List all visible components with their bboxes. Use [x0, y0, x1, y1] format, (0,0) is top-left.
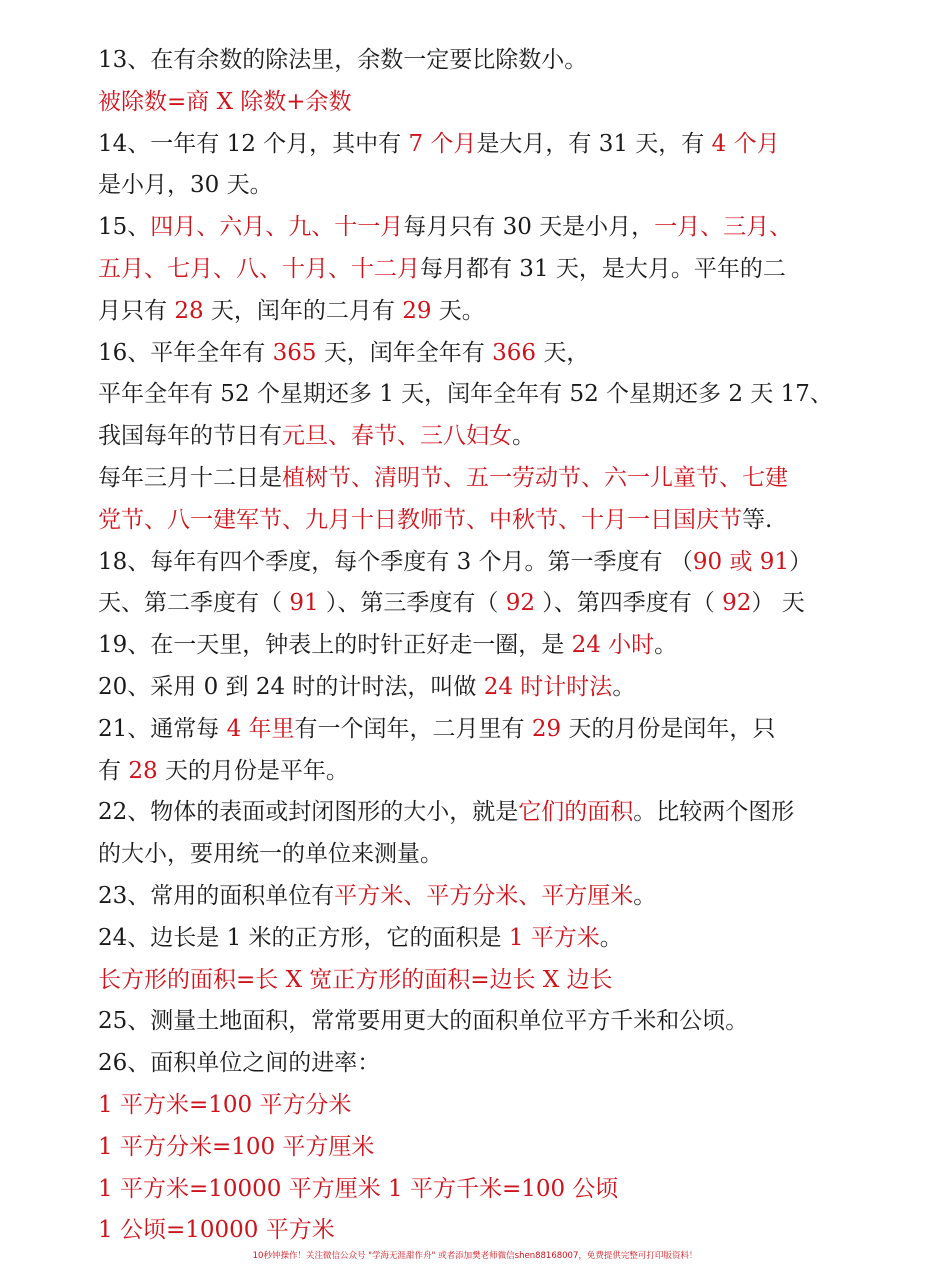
highlighted-text: 24 小时 [571, 632, 655, 659]
body-text: 是小月，30 天。 [98, 172, 273, 199]
highlighted-text: 90 或 91 [692, 548, 789, 575]
text-line [98, 500, 858, 542]
body-text: 13、在有余数的除法里，余数一定要比除数小。 [98, 47, 588, 73]
body-text: 每月都有 31 天，是大月。平年的二 [420, 255, 786, 282]
highlighted-text: 1 平方米 [508, 924, 600, 951]
body-text: 19、在一天里，钟表上的时针正好走一圈，是 [98, 632, 572, 659]
body-text: 23、常用的面积单位有 [98, 882, 335, 909]
text-line [98, 165, 858, 207]
body-text: 天的月份是平年。 [157, 757, 349, 784]
footer-note: 10秒钟操作！关注微信公众号 "学海无涯甜作舟" 或者添加樊老师微信shen88168007，免费提供完整可打印版资料！ [252, 1251, 698, 1261]
highlighted-text: 4 个月 [711, 130, 780, 157]
highlighted-text: 7 个月 [408, 130, 477, 157]
body-text: 14、一年有 12 个月，其中有 [98, 130, 409, 157]
body-text: 20、采用 0 到 24 时的计时法，叫做 [98, 673, 484, 700]
text-line [98, 625, 858, 667]
highlighted-text: 元旦、春节、三八妇女 [282, 423, 512, 450]
body-text: 天的月份是闰年，只 [561, 715, 776, 742]
body-text: 天、第二季度有（ [98, 590, 290, 617]
highlighted-text: 91 [289, 590, 319, 617]
highlighted-text: 28 [174, 297, 204, 324]
text-line [98, 1001, 858, 1043]
body-text: 24、边长是 1 米的正方形，它的面积是 [98, 924, 509, 951]
highlighted-text: 366 [492, 339, 537, 366]
text-line [98, 583, 858, 625]
body-text: 天。 [431, 297, 485, 324]
text-line [98, 876, 858, 918]
document-body [98, 40, 858, 1252]
body-text: ）、第三季度有（ [318, 590, 506, 617]
highlighted-text: 24 时计时法 [483, 673, 613, 700]
body-text: 。 [633, 882, 657, 909]
body-text: ） 天 [751, 590, 805, 617]
highlighted-text: 365 [272, 339, 317, 366]
text-line [98, 709, 858, 751]
body-text: 平年全年有 52 个星期还多 1 天，闰年全年有 52 个星期还多 2 天 17、 [98, 381, 833, 408]
body-text: 天， [536, 339, 590, 366]
text-line [98, 416, 858, 458]
text-line [98, 1043, 858, 1085]
highlighted-text: 平方米、平方分米、平方厘米 [334, 882, 634, 909]
body-text: 。 [612, 673, 636, 700]
text-line [98, 1169, 858, 1211]
highlighted-text: 1 平方米=100 平方分米 [98, 1091, 352, 1118]
highlighted-text: 1 公顷=10000 平方米 [98, 1217, 335, 1244]
text-line [98, 1127, 858, 1169]
text-line [98, 792, 858, 834]
text-line [98, 333, 858, 375]
highlighted-text: 4 年里 [226, 715, 295, 742]
body-text: 15、 [98, 214, 151, 241]
text-line [98, 82, 858, 124]
body-text: 。 [599, 924, 623, 951]
text-line [98, 291, 858, 333]
text-line [98, 1210, 858, 1252]
body-text: ） [789, 548, 812, 575]
text-line [98, 458, 858, 500]
body-text: 22、物体的表面或封闭图形的大小，就是 [98, 799, 519, 826]
body-text: 的大小，要用统一的单位来测量。 [98, 841, 443, 868]
body-text: 。比较两个图形 [633, 799, 795, 826]
body-text: 每月只有 30 天是小月， [403, 214, 655, 241]
highlighted-text: 五月、七月、八、十月、十二月 [98, 255, 420, 282]
body-text: 。 [654, 632, 678, 659]
body-text: 天，闰年全年有 [316, 339, 493, 366]
highlighted-text: 28 [128, 757, 158, 784]
body-text: 有一个闰年，二月里有 [294, 715, 532, 742]
body-text: 26、面积单位之间的进率： [98, 1050, 381, 1077]
body-text: 月只有 [98, 297, 175, 324]
text-line [98, 40, 858, 82]
text-line [98, 1085, 858, 1127]
body-text: 18、每年有四个季度，每个季度有 3 个月。第一季度有 （ [98, 548, 693, 575]
highlighted-text: 29 [531, 715, 562, 742]
body-text: 每年三月十二日是 [98, 464, 282, 491]
body-text: 我国每年的节日有 [98, 423, 282, 450]
text-line [98, 834, 858, 876]
text-line [98, 918, 858, 960]
highlighted-text: 它们的面积 [518, 799, 634, 826]
body-text: 。 [512, 423, 535, 450]
highlighted-text: 一月、三月、 [654, 214, 793, 241]
highlighted-text: 1 平方分米=100 平方厘米 [98, 1133, 375, 1160]
highlighted-text: 被除数=商 X 除数+余数 [98, 88, 352, 115]
highlighted-text: 92 [505, 590, 535, 617]
text-line [98, 960, 858, 1002]
text-line [98, 751, 858, 793]
text-line [98, 667, 858, 709]
highlighted-text: 29 [402, 297, 432, 324]
highlighted-text: 1 平方米=10000 平方厘米 1 平方千米=100 公顷 [98, 1175, 619, 1202]
text-line [98, 124, 858, 166]
text-line [98, 374, 858, 416]
highlighted-text: 四月、六月、九、十一月 [150, 214, 404, 241]
highlighted-text: 植树节、清明节、五一劳动节、六一儿童节、七建 [282, 464, 788, 491]
body-text: 16、平年全年有 [98, 339, 273, 366]
body-text: 21、通常每 [98, 715, 227, 742]
body-text: 有 [98, 757, 129, 784]
highlighted-text: 92 [722, 590, 752, 617]
text-line [98, 207, 858, 249]
text-line [98, 542, 858, 584]
body-text: 等. [742, 506, 773, 533]
body-text: 天，闰年的二月有 [203, 297, 403, 324]
text-line [98, 249, 858, 291]
body-text: ）、第四季度有（ [535, 590, 723, 617]
highlighted-text: 长方形的面积=长 X 宽正方形的面积=边长 X 边长 [98, 966, 613, 993]
body-text: 25、测量土地面积，常常要用更大的面积单位平方千米和公顷。 [98, 1008, 749, 1035]
highlighted-text: 党节、八一建军节、九月十日教师节、中秋节、十月一日国庆节 [98, 506, 742, 533]
body-text: 是大月，有 31 天，有 [476, 130, 712, 157]
